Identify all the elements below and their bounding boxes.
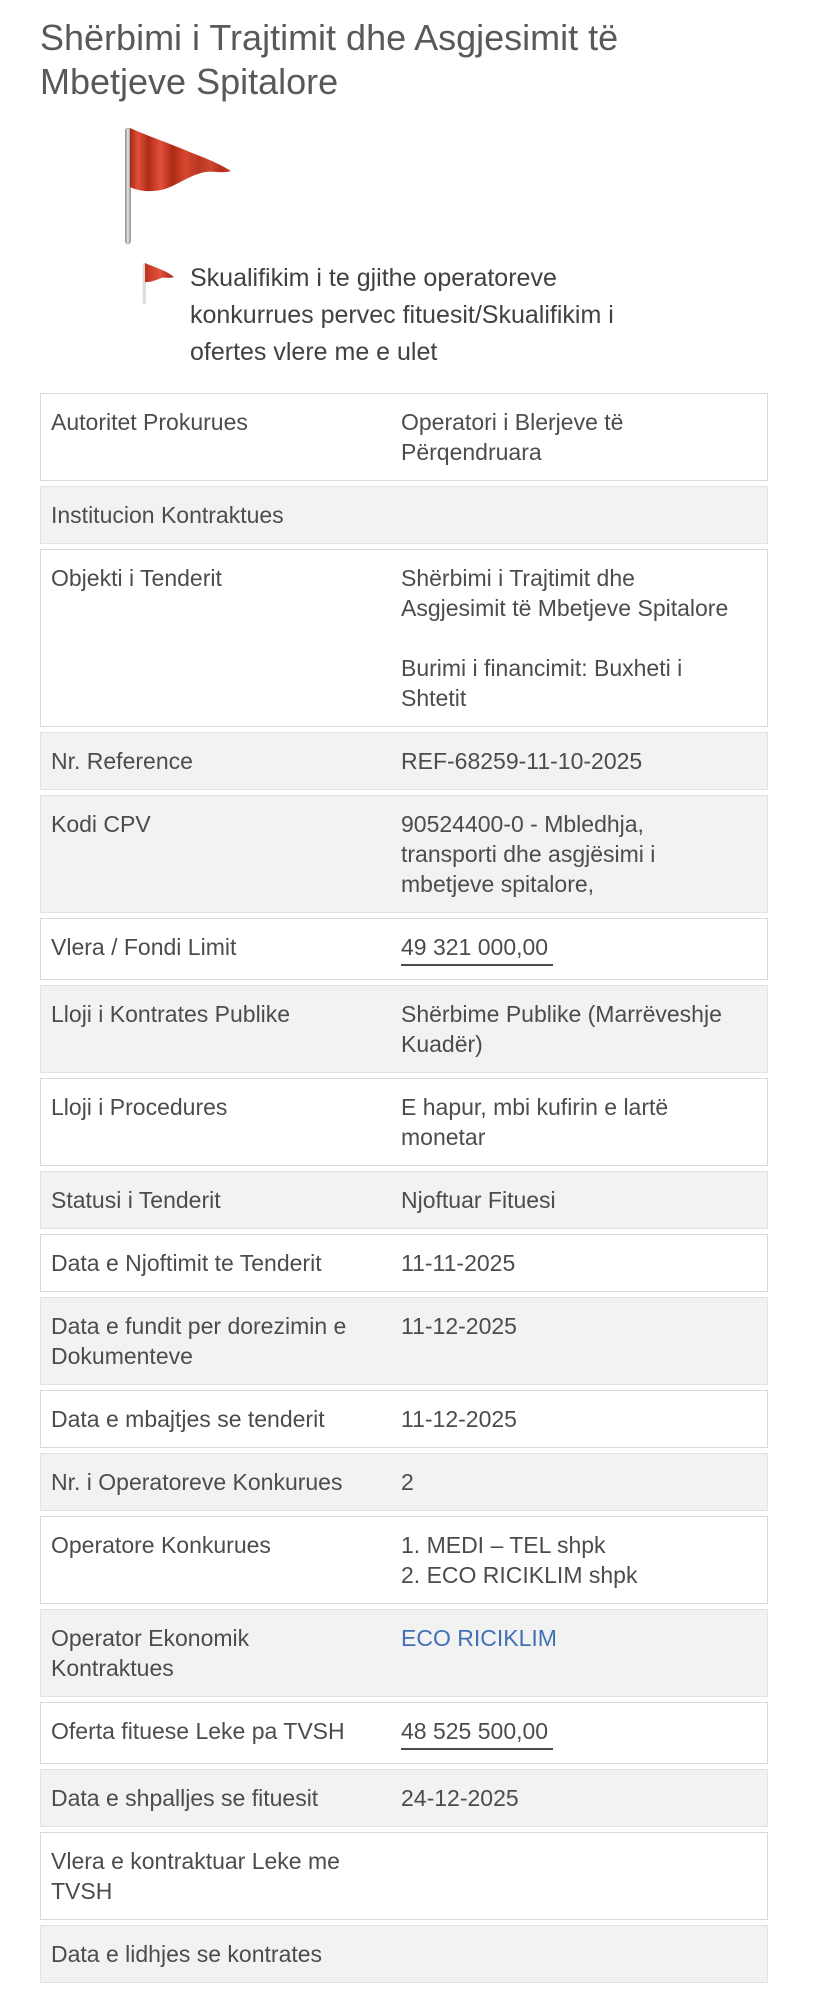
row-label: Vlera e kontraktuar Leke me TVSH	[51, 1848, 340, 1904]
row-label: Nr. i Operatoreve Konkurues	[51, 1469, 343, 1495]
row-value	[381, 919, 767, 979]
row-value: Njoftuar Fituesi	[401, 1187, 556, 1213]
table-row	[40, 918, 768, 980]
table-row	[40, 1609, 768, 1697]
contracted-operator-link[interactable]: ECO RICIKLIM	[401, 1625, 557, 1651]
table-row	[40, 393, 768, 481]
row-label: Lloji i Procedures	[51, 1094, 228, 1120]
table-row	[40, 732, 768, 790]
value-line: 1. MEDI – TEL shpk	[401, 1532, 606, 1558]
row-label: Operator Ekonomik Kontraktues	[51, 1625, 250, 1681]
flag-note-row	[142, 260, 784, 371]
row-label: Objekti i Tenderit	[51, 565, 222, 591]
row-value	[381, 487, 767, 543]
row-value: REF-68259-11-10-2025	[401, 748, 643, 774]
row-label: Data e mbajtjes se tenderit	[51, 1406, 325, 1432]
row-value: Shërbime Publike (Marrëveshje Kuadër)	[401, 1001, 722, 1057]
row-value	[381, 1833, 767, 1919]
row-value: 11-12-2025	[401, 1406, 517, 1432]
row-label: Data e shpalljes se fituesit	[51, 1785, 319, 1811]
row-value	[381, 1517, 767, 1603]
table-row	[40, 795, 768, 913]
row-value: E hapur, mbi kufirin e lartë monetar	[401, 1094, 669, 1150]
table-row	[40, 1078, 768, 1166]
row-label: Lloji i Kontrates Publike	[51, 1001, 291, 1027]
table-row	[40, 486, 768, 544]
value-paragraph: Burimi i financimit: Buxheti i Shtetit	[401, 655, 683, 711]
underlined-amount: 49 321 000,00	[401, 932, 553, 966]
row-label: Oferta fituese Leke pa TVSH	[51, 1718, 345, 1744]
row-value: 90524400-0 - Mbledhja, transporti dhe asgjësimi i mbetjeve spitalore,	[401, 811, 656, 897]
row-value: Operatori i Blerjeve të Përqendruara	[401, 409, 624, 465]
row-value	[381, 1926, 767, 1982]
table-row	[40, 549, 768, 727]
table-row	[40, 1702, 768, 1764]
table-row	[40, 1925, 768, 1983]
red-flag-icon	[125, 126, 237, 246]
row-value	[381, 1610, 767, 1696]
table-row	[40, 1832, 768, 1920]
row-label: Data e lidhjes se kontrates	[51, 1941, 323, 1967]
row-value: 2	[401, 1469, 414, 1495]
value-paragraph: Shërbimi i Trajtimit dhe Asgjesimit të Mbetjeve Spitalore	[401, 565, 729, 621]
flag-note-text: Skualifikim i te gjithe operatoreve konkurrues pervec fituesit/Skualifikim i ofertes vlere me e ulet	[190, 264, 614, 366]
row-label: Nr. Reference	[51, 748, 193, 774]
value-line: 2. ECO RICIKLIM shpk	[401, 1562, 638, 1588]
row-label: Institucion Kontraktues	[51, 502, 284, 528]
row-label: Kodi CPV	[51, 811, 151, 837]
underlined-amount: 48 525 500,00	[401, 1716, 553, 1750]
row-label: Operatore Konkurues	[51, 1532, 271, 1558]
row-label: Statusi i Tenderit	[51, 1187, 221, 1213]
row-value	[381, 1703, 767, 1763]
row-label: Vlera / Fondi Limit	[51, 934, 237, 960]
table-row	[40, 1171, 768, 1229]
page-title: Shërbimi i Trajtimit dhe Asgjesimit të Mbetjeve Spitalore	[40, 17, 619, 102]
table-row	[40, 985, 768, 1073]
row-value: 11-11-2025	[401, 1250, 516, 1276]
red-flag-icon	[142, 262, 176, 306]
table-row	[40, 1453, 768, 1511]
row-label: Data e fundit per dorezimin e Dokumenteve	[51, 1313, 347, 1369]
row-value	[381, 550, 767, 726]
table-row	[40, 1234, 768, 1292]
table-row	[40, 1769, 768, 1827]
table-row	[40, 1297, 768, 1385]
table-row	[40, 1516, 768, 1604]
tender-info-table	[40, 393, 768, 1983]
row-value: 24-12-2025	[401, 1785, 519, 1811]
row-value: 11-12-2025	[401, 1313, 517, 1339]
row-label: Data e Njoftimit te Tenderit	[51, 1250, 322, 1276]
row-label: Autoritet Prokurues	[51, 409, 248, 435]
table-row	[40, 1390, 768, 1448]
